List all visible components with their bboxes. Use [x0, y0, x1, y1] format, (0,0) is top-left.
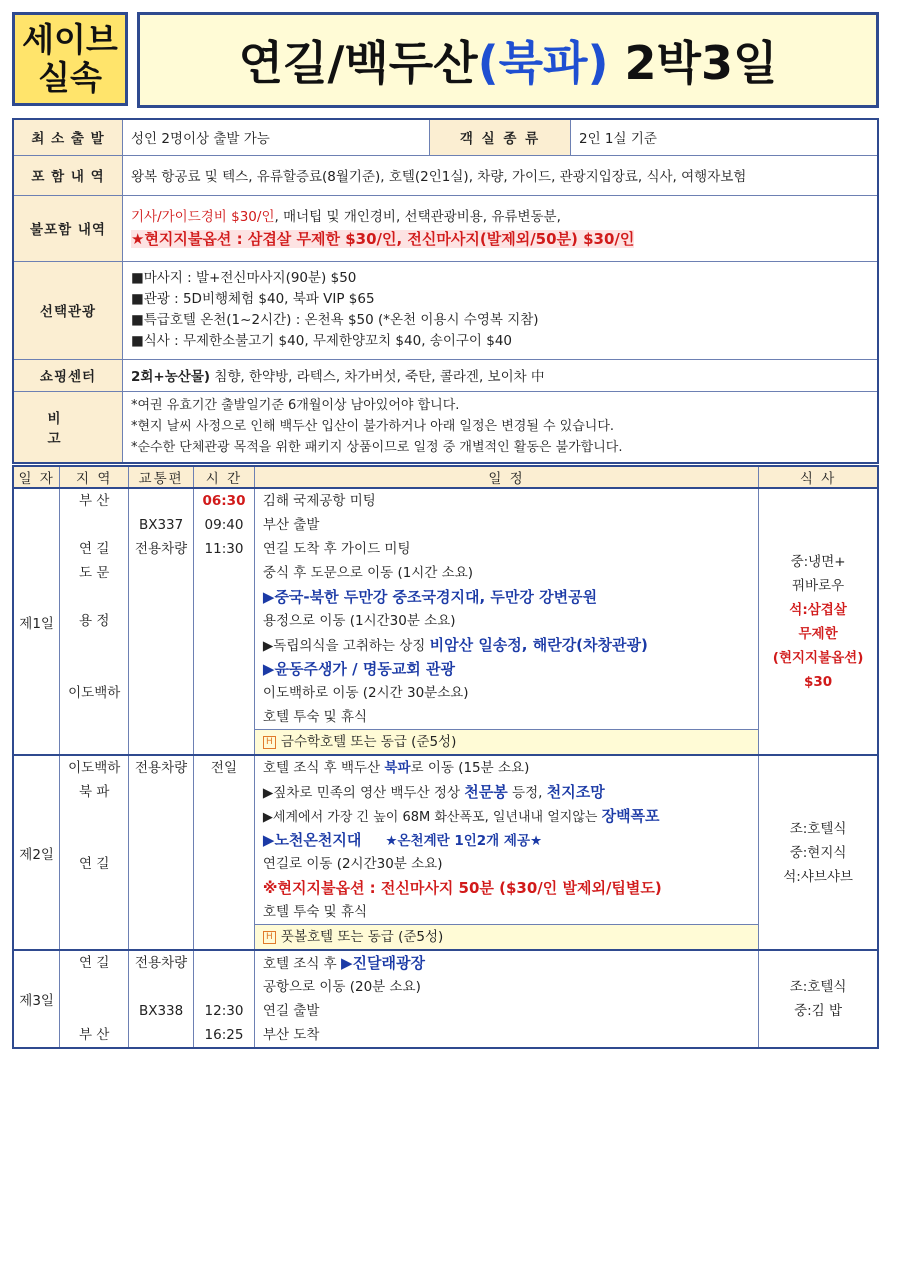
- meal-line: 중:김 밥: [794, 1003, 843, 1019]
- plan-highlight: ▶노천온천지대: [262, 831, 362, 849]
- info-row-excluded: [13, 195, 878, 261]
- region-line: 연 길: [79, 856, 110, 872]
- title-tail: 2박3일: [624, 36, 778, 90]
- region-line: [60, 585, 128, 609]
- room-value: 2인 1실 기준: [571, 119, 879, 155]
- region-line: 도 문: [79, 565, 110, 581]
- meals-cell: [759, 950, 878, 1048]
- schedule-table: [12, 465, 879, 1049]
- plan-line: [255, 804, 758, 828]
- meal-line: 중:현지식: [789, 844, 847, 861]
- schedule-header-row: [13, 466, 878, 488]
- excluded-line1: [131, 206, 869, 228]
- plan-line: 이도백하로 이동 (2시간 30분소요): [262, 685, 469, 701]
- region-line: 이도백하: [68, 685, 121, 701]
- plan-line: [255, 633, 758, 657]
- departure-value: 성인 2명이상 출발 가능: [123, 119, 430, 155]
- page-title: [137, 12, 879, 108]
- region-line: [60, 975, 128, 999]
- plan-line: 호텔 투숙 및 휴식: [262, 904, 368, 920]
- excluded-label: 불포함 내역: [13, 195, 123, 261]
- region-line: 연 길: [79, 955, 110, 971]
- optional-item: ■특급호텔 온천(1~2시간) : 온천욕 $50 (*온천 이용시 수영복 지참): [131, 312, 539, 328]
- info-row-departure: [13, 119, 878, 155]
- remarks-label: 비 고: [13, 391, 123, 463]
- plan-cell: [254, 755, 758, 950]
- time-cell: [194, 950, 255, 1048]
- region-cell: [60, 755, 129, 950]
- time-line: [194, 951, 254, 975]
- day-row-3: [13, 950, 878, 1048]
- plan-text: ▶짚차로 민족의 영산 백두산 정상: [262, 785, 465, 801]
- plan-line: ※현지지불옵션 : 전신마사지 50분 ($30/인 발제외/팁별도): [262, 879, 662, 897]
- plan-highlight: 천지조망: [546, 783, 605, 801]
- plan-highlight: 비암산 일송정, 해란강(차창관광): [429, 636, 648, 654]
- remark-item: *순수한 단체관광 목적을 위한 패키지 상품이므로 일정 중 개별적인 활동은 불가합니다.: [131, 440, 623, 456]
- time-line: 11:30: [204, 541, 244, 557]
- plan-cell: [254, 488, 758, 755]
- time-line: 전일: [210, 760, 238, 776]
- day-label: 제1일: [13, 488, 60, 755]
- shopping-items: 침향, 한약방, 라텍스, 차가버섯, 죽탄, 콜라겐, 보이차 中: [210, 369, 545, 385]
- hotel-line: [255, 729, 758, 754]
- hotel-name: 풋볼호텔 또는 동급 (준5성): [280, 929, 444, 945]
- plan-text: 호텔 조식 후: [262, 956, 341, 972]
- plan-cell: [254, 950, 758, 1048]
- shopping-value: [123, 359, 879, 391]
- badge-line2: 실속: [38, 58, 102, 97]
- header-time: 시 간: [194, 466, 255, 488]
- badge-line1: 세이브: [22, 20, 118, 59]
- time-line: 06:30: [202, 493, 246, 509]
- info-row-shopping: [13, 359, 878, 391]
- optional-item: ■관광 : 5D비행체험 $40, 북파 VIP $65: [131, 291, 375, 307]
- transport-line: 전용차량: [135, 955, 188, 971]
- meals-cell: [759, 755, 878, 950]
- plan-highlight: 천문봉: [464, 783, 508, 801]
- info-table: [12, 118, 879, 464]
- remark-item: *여권 유효기간 출발일기준 6개월이상 남아있어야 합니다.: [131, 398, 460, 414]
- plan-line: [255, 951, 758, 975]
- header-plan: 일 정: [254, 466, 758, 488]
- plan-line: [255, 756, 758, 780]
- region-line: [60, 828, 128, 852]
- optional-item: ■마사지 : 발+전신마사지(90분) $50: [131, 270, 357, 286]
- plan-text: 등정,: [507, 785, 547, 801]
- transport-cell: [129, 755, 194, 950]
- region-line: [60, 513, 128, 537]
- info-row-included: [13, 155, 878, 195]
- day-label: 제3일: [13, 950, 60, 1048]
- transport-cell: [129, 488, 194, 755]
- plan-text: 호텔 조식 후 백두산: [262, 760, 385, 776]
- header-meals: 식 사: [759, 466, 878, 488]
- meal-line: 조:호텔식: [789, 979, 847, 995]
- header-day: 일 자: [13, 466, 60, 488]
- save-badge: [12, 12, 128, 106]
- meal-line: 꿔바로우: [791, 577, 845, 594]
- transport-line: BX337: [138, 517, 184, 533]
- plan-line: 연길 출발: [262, 1003, 320, 1019]
- plan-line: 용정으로 이동 (1시간30분 소요): [262, 613, 456, 629]
- day-row-1: [13, 488, 878, 755]
- region-line: [60, 633, 128, 657]
- plan-line: 부산 도착: [262, 1027, 320, 1043]
- plan-highlight: 북파: [384, 760, 411, 776]
- region-line: [60, 999, 128, 1023]
- region-line: 이도백하: [68, 760, 121, 776]
- excluded-fee: 기사/가이드경비 $30/인: [131, 209, 275, 225]
- plan-highlight: 장백폭포: [601, 807, 660, 825]
- plan-highlight: ▶진달래광장: [341, 954, 425, 972]
- time-cell: [194, 488, 255, 755]
- departure-label: 최 소 출 발: [13, 119, 123, 155]
- region-cell: [60, 488, 129, 755]
- excluded-value: [123, 195, 879, 261]
- plan-line: 호텔 투숙 및 휴식: [262, 709, 368, 725]
- plan-line: 연길로 이동 (2시간30분 소요): [262, 856, 443, 872]
- plan-line: [255, 780, 758, 804]
- transport-line: [129, 975, 193, 999]
- plan-text: ▶독립의식을 고취하는 상징: [262, 638, 430, 654]
- time-line: 09:40: [204, 517, 244, 533]
- remarks-list: [123, 391, 879, 463]
- meal-line: 조:호텔식: [789, 820, 847, 837]
- optional-label: 선택관광: [13, 261, 123, 359]
- plan-line: ▶윤동주생가 / 명동교회 관광: [262, 660, 455, 678]
- plan-text: 로 이동 (15분 소요): [410, 760, 530, 776]
- transport-line: 전용차량: [135, 541, 188, 557]
- transport-line: BX338: [138, 1003, 184, 1019]
- header-transport: 교통편: [129, 466, 194, 488]
- hotel-icon: H: [263, 736, 276, 749]
- info-row-optional: [13, 261, 878, 359]
- transport-line: 전용차량: [135, 760, 188, 776]
- plan-line: ▶중국-북한 두만강 중조국경지대, 두만강 강변공원: [262, 588, 598, 606]
- optional-list: [123, 261, 879, 359]
- transport-cell: [129, 950, 194, 1048]
- plan-text: ▶세계에서 가장 긴 높이 68M 화산폭포, 일년내내 얼지않는: [262, 810, 602, 825]
- excluded-line2: ★현지지불옵션 : 삼겹살 무제한 $30/인, 전신마사지(발제외/50분) $30/인: [131, 230, 635, 248]
- day-row-2: [13, 755, 878, 950]
- day-label: 제2일: [13, 755, 60, 950]
- hotel-line: [255, 924, 758, 949]
- title-main: 연길/백두산: [238, 36, 478, 90]
- region-line: 북 파: [79, 784, 110, 800]
- info-row-remarks: [13, 391, 878, 463]
- meal-line: 석:샤브샤브: [783, 868, 853, 885]
- region-line: 부 산: [79, 1027, 110, 1043]
- plan-line: 공항으로 이동 (20분 소요): [262, 979, 421, 995]
- meal-line: $30: [803, 673, 833, 690]
- transport-line: [129, 1023, 193, 1047]
- region-line: [60, 804, 128, 828]
- meals-cell: [759, 488, 878, 755]
- plan-line: [255, 828, 758, 852]
- time-line: 12:30: [204, 1003, 244, 1019]
- title-paren: (북파): [477, 36, 609, 90]
- header-region: 지 역: [60, 466, 129, 488]
- time-line: 16:25: [204, 1027, 244, 1043]
- excluded-rest: , 매너팁 및 개인경비, 선택관광비용, 유류변동분,: [274, 209, 561, 225]
- plan-line: 김해 국제공항 미팅: [262, 493, 376, 509]
- transport-line: [129, 489, 193, 513]
- plan-line: 연길 도착 후 가이드 미팅: [262, 541, 411, 557]
- included-value: 왕복 항공료 및 텍스, 유류할증료(8월기준), 호텔(2인1실), 차량, 가이드, 관광지입장료, 식사, 여행자보험: [123, 155, 879, 195]
- optional-item: ■식사 : 무제한소불고기 $40, 무제한양꼬치 $40, 송이구이 $40: [131, 333, 513, 349]
- shopping-count: 2회+농산물): [131, 369, 211, 385]
- shopping-label: 쇼핑센터: [13, 359, 123, 391]
- hotel-name: 금수학호텔 또는 동급 (준5성): [280, 734, 457, 750]
- meal-line: 무제한: [798, 625, 838, 642]
- hotel-icon: H: [263, 931, 276, 944]
- meal-line: (현지지불옵션): [772, 649, 864, 666]
- meal-line: 중:냉면+: [790, 553, 846, 570]
- plan-line: 중식 후 도문으로 이동 (1시간 소요): [262, 565, 474, 581]
- included-label: 포 함 내 역: [13, 155, 123, 195]
- region-line: 용 정: [79, 613, 110, 629]
- plan-line: 부산 출발: [262, 517, 320, 533]
- meal-line: 석:삼겹살: [789, 601, 847, 618]
- plan-highlight: ★온천계란 1인2개 제공★: [385, 833, 543, 849]
- time-line: [194, 975, 254, 999]
- time-cell: [194, 755, 255, 950]
- region-line: 연 길: [79, 541, 110, 557]
- remark-item: *현지 날씨 사정으로 인해 백두산 입산이 불가하거나 아래 일정은 변경될 수 있습니다.: [131, 419, 615, 435]
- room-label: 객 실 종 류: [430, 119, 571, 155]
- region-cell: [60, 950, 129, 1048]
- region-line: [60, 657, 128, 681]
- region-line: 부 산: [79, 493, 110, 509]
